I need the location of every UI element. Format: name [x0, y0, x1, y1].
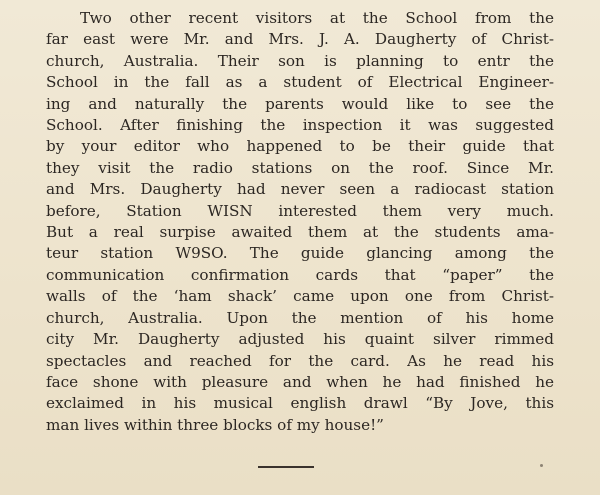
- article-line: spectacles and reached for the card. As he read his: [46, 351, 554, 370]
- article-line: and Mrs. Daugherty had never seen a radiocast station: [46, 180, 554, 199]
- article-line: before, Station WISN interested them very much.: [46, 201, 554, 220]
- article-line: School in the fall as a student of Electrical Engineer-: [46, 73, 554, 92]
- article-line: School. After finishing the inspection it was suggested: [46, 116, 554, 135]
- article-line: Two other recent visitors at the School from the: [80, 9, 554, 27]
- article-line: teur station W9SO. The guide glancing among the: [46, 244, 554, 263]
- article-line: church, Australia. Upon the mention of his home: [46, 308, 554, 327]
- article-line: by your editor who happened to be their guide that: [46, 137, 554, 156]
- section-divider: [258, 466, 314, 468]
- article-line: far east were Mr. and Mrs. J. A. Daugherty of Christ-: [46, 30, 554, 49]
- article-line: church, Australia. Their son is planning to entr the: [46, 51, 554, 70]
- article-line: man lives within three blocks of my house!”: [46, 415, 384, 434]
- article-line: But a real surpise awaited them at the students ama-: [46, 223, 554, 242]
- article-line: communication confirmation cards that “paper” the: [46, 265, 554, 284]
- article-line: city Mr. Daugherty adjusted his quaint silver rimmed: [46, 330, 554, 349]
- article-text: [46, 8, 554, 436]
- article-line: face shone with pleasure and when he had finished he: [46, 372, 554, 391]
- article-line: ing and naturally the parents would like to see the: [46, 94, 554, 113]
- article-line: they visit the radio stations on the roof. Since Mr.: [46, 158, 554, 177]
- paper-speck: [540, 464, 543, 467]
- article-line: exclaimed in his musical english drawl “By Jove, this: [46, 394, 554, 413]
- article-line: walls of the ‘ham shack’ came upon one from Christ-: [46, 287, 554, 306]
